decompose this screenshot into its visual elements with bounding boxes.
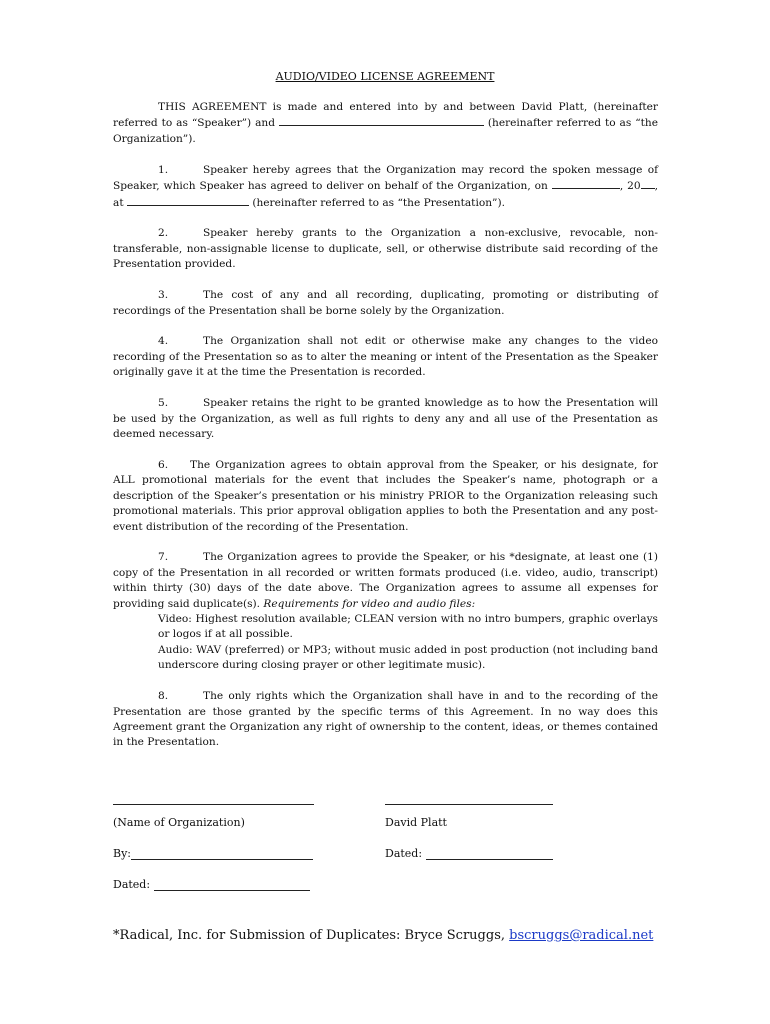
organization-blank[interactable]: [279, 115, 484, 126]
dated-blank[interactable]: [426, 847, 553, 860]
clause-4: [113, 334, 658, 380]
speaker-name-label: David Platt: [385, 816, 447, 829]
clause-number: 7.: [158, 551, 169, 564]
by-blank[interactable]: [131, 847, 313, 860]
clause-number: 4.: [158, 335, 169, 348]
by-field[interactable]: [113, 847, 313, 860]
clause-3-text: The cost of any and all recording, duplicating, promoting or distributing of recordings of the Presentation shall be borne solely by the Organization.: [113, 289, 658, 317]
clause-number: 5.: [158, 397, 169, 410]
clause-8-text: The only rights which the Organization shall have in and to the recording of the Presentation are those granted by the specific terms of this Agreement. In no way does this Agreement grant the Organization any right of ownership to the content, ideas, or themes contained in the Presentation.: [113, 690, 658, 749]
org-dated-field[interactable]: [113, 878, 310, 891]
dated-label: Dated:: [385, 847, 423, 860]
audio-requirement: Audio: WAV (preferred) or MP3; without music added in post production (not including band underscore during closing prayer or other legitimate music).: [158, 643, 658, 672]
clause-8: [113, 689, 658, 751]
clause-number: 8.: [158, 690, 169, 703]
by-label: By:: [113, 847, 132, 860]
clause-number: 3.: [158, 289, 169, 302]
clause-5: [113, 396, 658, 442]
org-name-label: (Name of Organization): [113, 816, 245, 829]
dated-blank[interactable]: [154, 878, 310, 891]
dated-label: Dated:: [113, 878, 151, 891]
intro-paragraph: [113, 100, 658, 147]
speaker-signature-line[interactable]: [385, 803, 553, 805]
intro-text-1: THIS AGREEMENT is made and entered into by and between David Platt, (hereinafter referred to as “Speaker”) and: [113, 101, 658, 130]
clause-7-text: The Organization agrees to provide the Speaker, or his *designate, at least one (1) copy of the Presentation in all recorded or written formats produced (i.e. video, audio, transcript) within thirty (30) days of the date above. The Organization agrees to assume all expenses for providing said duplicate(s).: [113, 551, 658, 610]
clause-1: [113, 163, 658, 211]
speaker-dated-field[interactable]: [385, 847, 553, 860]
year-blank[interactable]: [641, 178, 655, 189]
clause-1-text-d: (hereinafter referred to as “the Presentation”).: [252, 196, 505, 209]
clause-1-text-c: , at: [113, 180, 658, 209]
clause-2: [113, 226, 658, 272]
clause-7-requirements: Requirements for video and audio files:: [263, 597, 476, 610]
clause-number: 6.: [158, 458, 169, 471]
clause-7: [113, 550, 658, 673]
document-title: AUDIO/VIDEO LICENSE AGREEMENT: [275, 70, 495, 83]
footer-text: *Radical, Inc. for Submission of Duplicates: Bryce Scruggs,: [113, 928, 505, 943]
clause-1-text-a: Speaker hereby agrees that the Organization may record the spoken message of Speaker, which Speaker has agreed to deliver on behalf of the Organization, on: [113, 163, 658, 193]
clause-6: [113, 458, 658, 535]
clause-4-text: The Organization shall not edit or otherwise make any changes to the video recording of the Presentation so as to alter the meaning or intent of the Presentation as the Speaker originally gave it at the time the Presentation is recorded.: [113, 335, 658, 379]
duplicates-footer: [113, 928, 653, 943]
agreement-body: [113, 100, 658, 766]
clause-1-text-b: , 20: [619, 180, 641, 193]
clause-5-text: Speaker retains the right to be granted knowledge as to how the Presentation will be used by the Organization, as well as full rights to deny any and all use of the Presentation as deemed necessary.: [113, 397, 658, 440]
clause-2-text: Speaker hereby grants to the Organization a non-exclusive, revocable, non-transferable, non-assignable license to duplicate, sell, or otherwise distribute said recording of the Presentation provided.: [113, 227, 658, 271]
file-requirements: [113, 612, 658, 674]
org-signature-line[interactable]: [113, 803, 314, 805]
location-blank[interactable]: [127, 195, 249, 206]
email-link[interactable]: bscruggs@radical.net: [509, 928, 654, 943]
clause-number: 2.: [158, 227, 169, 240]
clause-3: [113, 288, 658, 319]
date-blank[interactable]: [552, 178, 620, 189]
clause-6-text: The Organization agrees to obtain approval from the Speaker, or his designate, for ALL promotional materials for the event that includes the Speaker’s name, photograph or a description of the Speaker’s presentation or his ministry PRIOR to the Organization releasing such promotional materials. This prior approval obligation applies to both the Presentation and any post-event distribution of the recording of the Presentation.: [113, 458, 658, 533]
intro-text-2: (hereinafter referred to as “the Organization”).: [113, 117, 658, 145]
clause-number: 1.: [158, 163, 169, 176]
video-requirement: Video: Highest resolution available; CLEAN version with no intro bumpers, graphic overlays or logos if at all possible.: [158, 613, 658, 641]
